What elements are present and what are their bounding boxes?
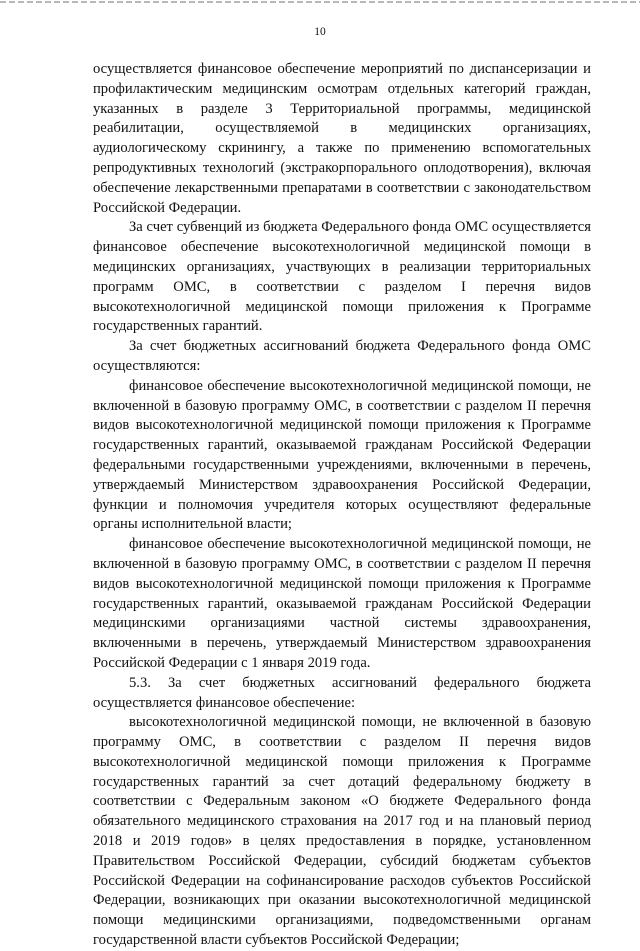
list-paragraph: высокотехнологичной медицинской помощи, не включенной в базовую программу ОМС, в соответствии с разделом II перечня видов высокотехнологичной медицинской помощи приложения к Программе государственных гарантий за счет дотаций федеральному бюджету в соответствии с Федеральным законом «О бюджете Федерального фонда обязательного медицинского страхования на 2017 год и на плановый период 2018 и 2019 годов» в целях предоставления в порядке, установленном Правительством Российской Федерации, субсидий бюджетам субъектов Российской Федерации на софинансирование расходов субъектов Российской Федерации, возникающих при оказании высокотехнологичной медицинской помощи медицинскими организациями, подведомственными органам государственной власти субъектов Российской Федерации; <box>93 714 591 949</box>
paragraph: За счет субвенций из бюджета Федерального фонда ОМС осуществляется финансовое обеспечение высокотехнологичной медицинской помощи в медицинских организациях, участвующих в реализации территориальных программ ОМС, в соответствии с разделом I перечня видов высокотехнологичной медицинской помощи приложения к Программе государственных гарантий. <box>93 219 591 335</box>
list-paragraph: финансовое обеспечение высокотехнологичной медицинской помощи, не включенной в базовую программу ОМС, в соответствии с разделом II перечня видов высокотехнологичной медицинской помощи приложения к Программе государственных гарантий, оказываемой гражданам Российской Федерации медицинскими организациями частной системы здравоохранения, включенными в перечень, утверждаемый Министерством здравоохранения Российской Федерации с 1 января 2019 года. <box>93 536 591 671</box>
section-5-3-heading: 5.3. За счет бюджетных ассигнований федерального бюджета осуществляется финансовое обеспечение: <box>93 674 591 711</box>
paragraph-continuation: осуществляется финансовое обеспечение мероприятий по диспансеризации и профилактическим медицинским осмотрам отдельных категорий граждан, указанных в разделе 3 Территориальной программы, медицинской реабилитации, осуществляемой в медицинских организациях, аудиологическому скринингу, а также по применению вспомогательных репродуктивных технологий (экстракорпорального оплодотворения), включая обеспечение лекарственными препаратами в соответствии с законодательством Российской Федерации. <box>93 61 591 216</box>
list-paragraph: финансовое обеспечение высокотехнологичной медицинской помощи, не включенной в базовую программу ОМС, в соответствии с разделом II перечня видов высокотехнологичной медицинской помощи приложения к Программе государственных гарантий, оказываемой гражданам Российской Федерации федеральными государственными учреждениями, включенными в перечень, утверждаемый Министерством здравоохранения Российской Федерации, функции и полномочия учредителя которых осуществляют федеральные органы исполнительной власти; <box>93 377 591 533</box>
paragraph: За счет бюджетных ассигнований бюджета Федерального фонда ОМС осуществляются: <box>93 338 591 374</box>
document-body <box>93 60 591 951</box>
page-number: 10 <box>314 26 326 38</box>
scan-edge-artifact <box>0 1 640 3</box>
